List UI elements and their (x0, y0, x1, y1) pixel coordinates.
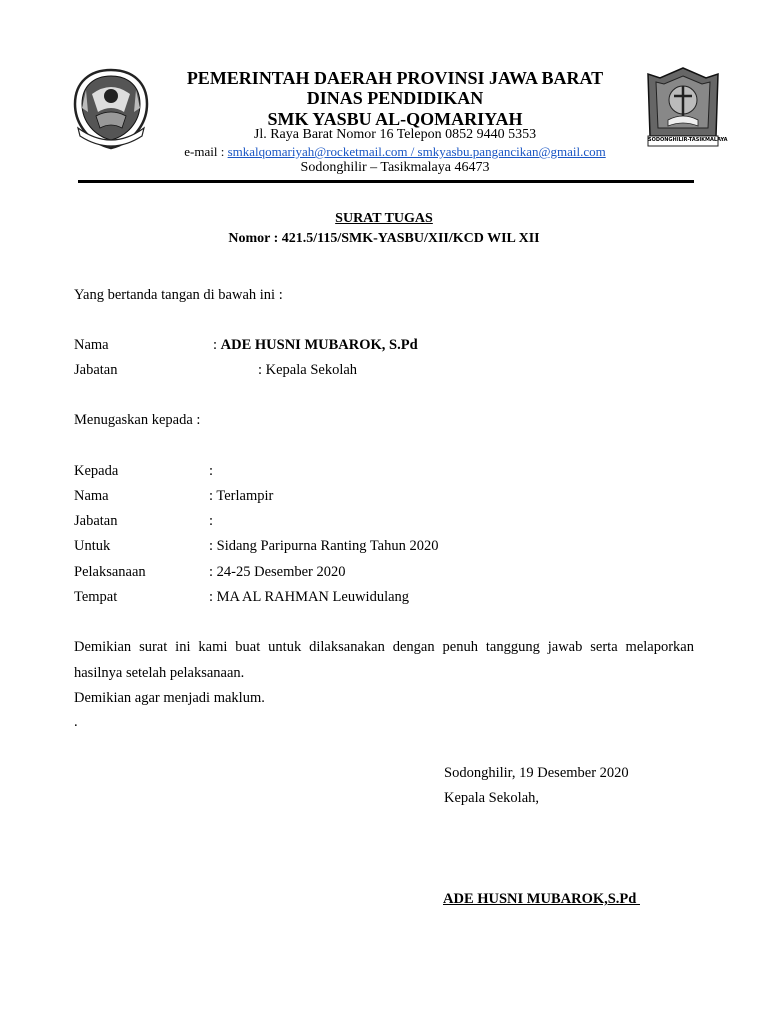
email-label: e-mail : (184, 144, 228, 159)
school-emblem-logo (644, 66, 728, 150)
header-government: PEMERINTAH DAERAH PROVINSI JAWA BARAT (186, 68, 604, 88)
assign-intro: Menugaskan kepada : (74, 412, 201, 428)
kepada-value: : (209, 463, 214, 479)
pelaksanaan-value: : 24-25 Desember 2020 (209, 564, 346, 580)
letter-title (0, 211, 768, 227)
untuk-value: : Sidang Paripurna Ranting Tahun 2020 (209, 538, 439, 554)
letter-title-text: SURAT TUGAS (335, 211, 433, 226)
stray-dot: . (74, 714, 78, 730)
header-address: Jl. Raya Barat Nomor 16 Telepon 0852 9440 5353 (253, 127, 537, 142)
tempat-value: : MA AL RAHMAN Leuwidulang (209, 589, 410, 605)
letter-number: Nomor : 421.5/115/SMK-YASBU/XII/KCD WIL XII (228, 231, 540, 246)
closing-paragraph-line1: Demikian surat ini kami buat untuk dilaksanakan dengan penuh tanggung jawab serta melaporkan (74, 639, 694, 655)
place-date: Sodonghilir, 19 Desember 2020 (444, 765, 629, 781)
header-city: Sodonghilir – Tasikmalaya 46473 (300, 160, 490, 175)
header-email-line (150, 144, 640, 160)
right-logo-caption: SODONGHILIR-TASIKMALAYA (648, 137, 728, 143)
signer-name-label: Nama (74, 337, 109, 353)
untuk-label: Untuk (74, 538, 111, 554)
email-link[interactable]: smkalqomariyah@rocketmail.com / smkyasbu.pangancikan@gmail.com (227, 144, 606, 159)
closing-paragraph-line2: hasilnya setelah pelaksanaan. (74, 665, 245, 681)
signer-position-value: : Kepala Sekolah (258, 362, 358, 378)
kepada-label: Kepada (74, 463, 119, 479)
intro-text: Yang bertanda tangan di bawah ini : (74, 287, 283, 303)
letterhead-divider (78, 180, 694, 183)
jabatan-label: Jabatan (74, 513, 118, 529)
signer-name-value: : ADE HUSNI MUBAROK, S.Pd (213, 337, 418, 353)
signer-position-label: Jabatan (74, 362, 118, 378)
signer-name: ADE HUSNI MUBAROK,S.Pd (443, 891, 640, 907)
nama-label: Nama (74, 488, 109, 504)
tempat-label: Tempat (74, 589, 118, 605)
jabatan-value: : (209, 513, 214, 529)
signer-role: Kepala Sekolah, (444, 790, 540, 806)
west-java-emblem-logo (72, 68, 150, 150)
header-department: DINAS PENDIDIKAN (306, 88, 484, 108)
pelaksanaan-label: Pelaksanaan (74, 564, 146, 580)
nama-value: : Terlampir (209, 488, 274, 504)
header-school-name: SMK YASBU AL-QOMARIYAH (267, 109, 523, 129)
closing-statement: Demikian agar menjadi maklum. (74, 690, 265, 706)
